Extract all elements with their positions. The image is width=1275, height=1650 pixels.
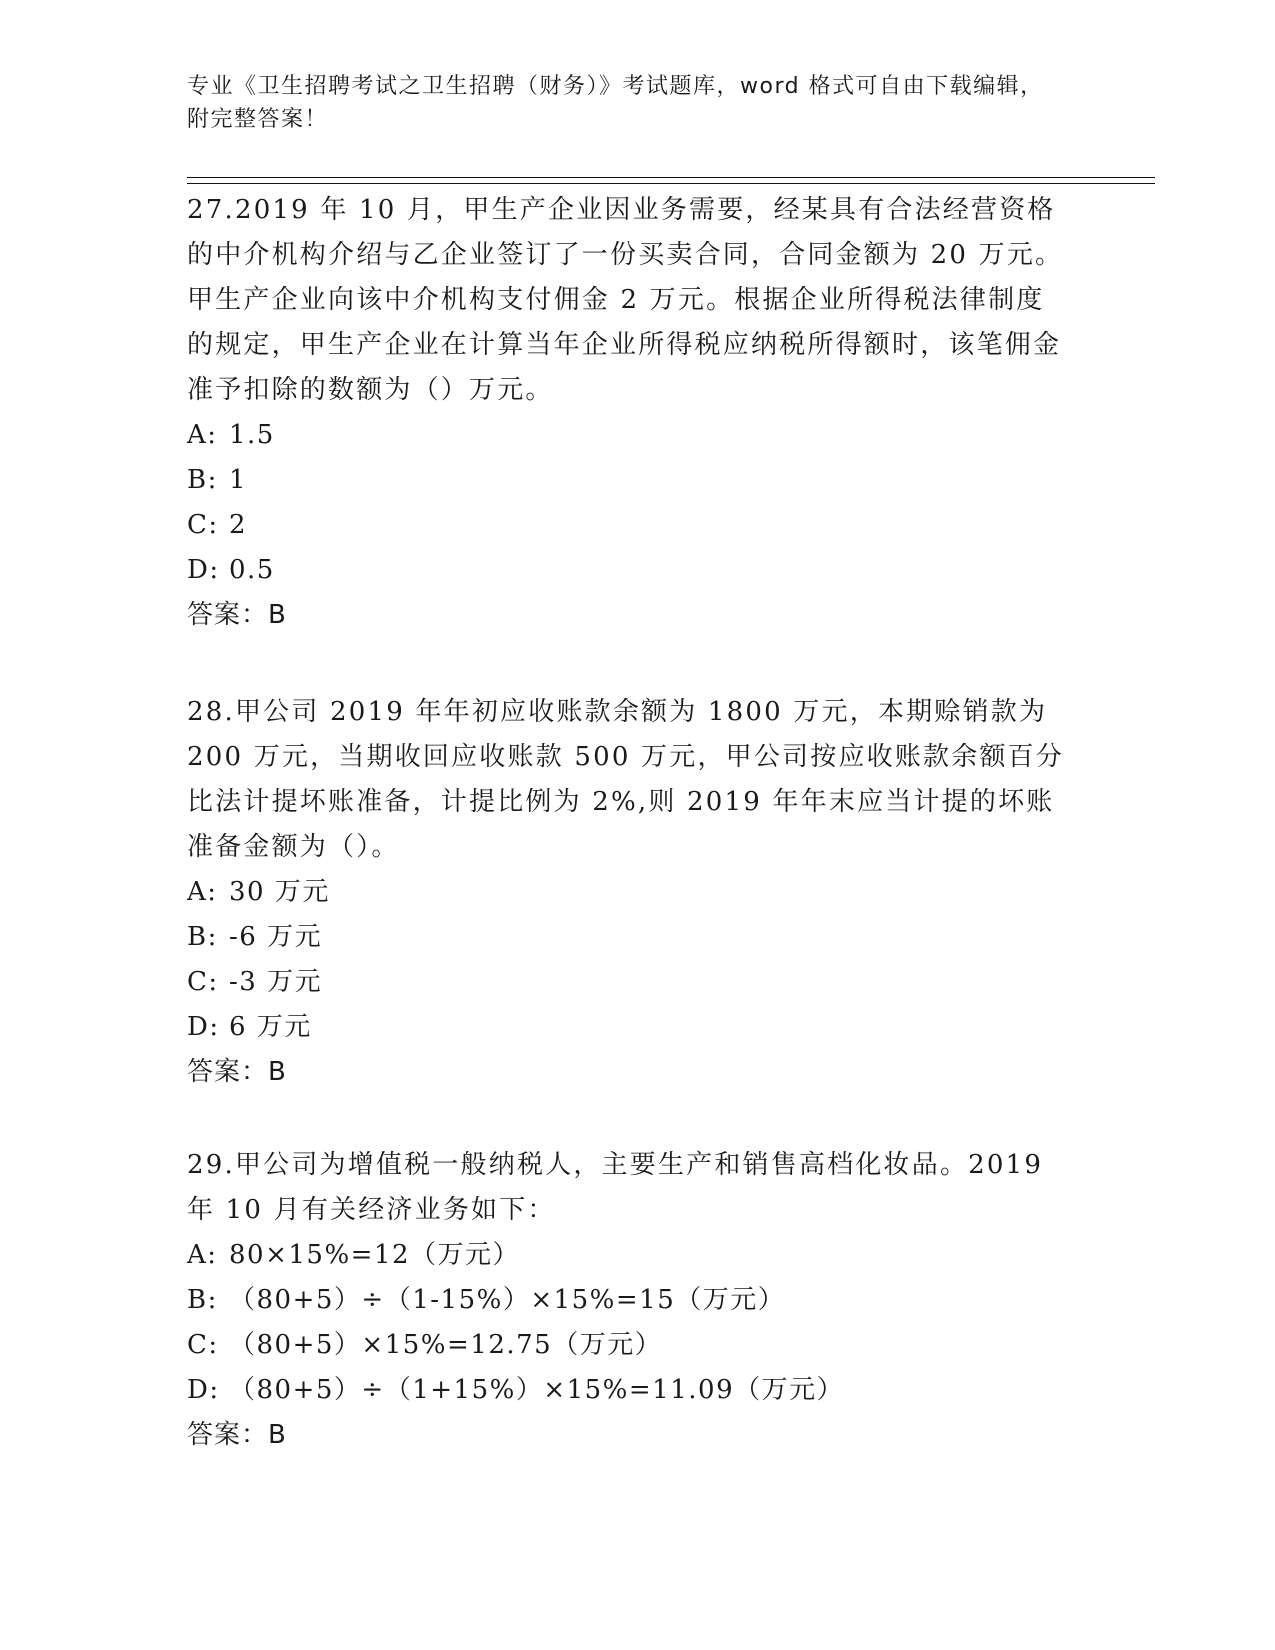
answer-line: 答案：B bbox=[187, 600, 287, 630]
question-28 bbox=[187, 690, 1067, 1095]
option-a bbox=[187, 413, 1067, 458]
option-c bbox=[187, 1323, 1067, 1368]
option-text: -6 万元 bbox=[229, 922, 323, 952]
option-text: （80+5）÷（1-15%）×15%=15（万元） bbox=[229, 1285, 786, 1315]
option-text: 2 bbox=[229, 510, 248, 540]
option-d bbox=[187, 1368, 1067, 1413]
option-a bbox=[187, 870, 1067, 915]
option-b bbox=[187, 1278, 1067, 1323]
option-letter: C: bbox=[187, 967, 219, 997]
option-letter: B: bbox=[187, 465, 218, 495]
option-text: 80×15%=12（万元） bbox=[229, 1240, 521, 1270]
option-a bbox=[187, 1233, 1067, 1278]
option-letter: C: bbox=[187, 510, 219, 540]
document-header bbox=[187, 70, 1067, 136]
option-c bbox=[187, 503, 1067, 548]
option-text: （80+5）×15%=12.75（万元） bbox=[229, 1330, 663, 1360]
option-letter: A: bbox=[187, 877, 218, 907]
header-divider-top bbox=[187, 177, 1155, 178]
option-c bbox=[187, 960, 1067, 1005]
option-letter: B: bbox=[187, 1285, 218, 1315]
option-letter: B: bbox=[187, 922, 218, 952]
question-stem: 27.2019 年 10 月，甲生产企业因业务需要，经某具有合法经营资格的中介机构介绍与乙企业签订了一份买卖合同，合同金额为 20 万元。甲生产企业向该中介机构支付佣金 2 万元。根据企业所得税法律制度的规定，甲生产企业在计算当年企业所得税应纳税所得额时，该笔佣金准予扣除的数额为（）万元。 bbox=[187, 195, 1064, 405]
option-text: 1.5 bbox=[229, 420, 275, 450]
option-letter: C: bbox=[187, 1330, 219, 1360]
option-text: 0.5 bbox=[229, 555, 275, 585]
header-text: 专业《卫生招聘考试之卫生招聘（财务）》考试题库，word 格式可自由下载编辑，附完整答案！ bbox=[187, 74, 1044, 132]
question-stem: 29.甲公司为增值税一般纳税人，主要生产和销售高档化妆品。2019 年 10 月有关经济业务如下： bbox=[187, 1150, 1044, 1225]
header-divider-bottom bbox=[187, 183, 1155, 184]
option-d bbox=[187, 548, 1067, 593]
answer-line: 答案：B bbox=[187, 1057, 287, 1087]
option-letter: D: bbox=[187, 1375, 220, 1405]
answer-line: 答案：B bbox=[187, 1420, 287, 1450]
option-text: 6 万元 bbox=[229, 1012, 312, 1042]
option-letter: D: bbox=[187, 1012, 220, 1042]
option-letter: A: bbox=[187, 420, 218, 450]
question-stem: 28.甲公司 2019 年年初应收账款余额为 1800 万元，本期赊销款为 200 万元，当期收回应收账款 500 万元，甲公司按应收账款余额百分比法计提坏账准备，计提比例为 2%,则 2019 年年末应当计提的坏账准备金额为（）。 bbox=[187, 697, 1065, 862]
option-b bbox=[187, 915, 1067, 960]
option-letter: A: bbox=[187, 1240, 218, 1270]
question-29 bbox=[187, 1143, 1067, 1458]
option-d bbox=[187, 1005, 1067, 1050]
option-letter: D: bbox=[187, 555, 220, 585]
option-text: 30 万元 bbox=[229, 877, 330, 907]
option-text: -3 万元 bbox=[229, 967, 323, 997]
option-text: （80+5）÷（1+15%）×15%=11.09（万元） bbox=[229, 1375, 845, 1405]
option-b bbox=[187, 458, 1067, 503]
question-27 bbox=[187, 188, 1067, 638]
option-text: 1 bbox=[229, 465, 248, 495]
